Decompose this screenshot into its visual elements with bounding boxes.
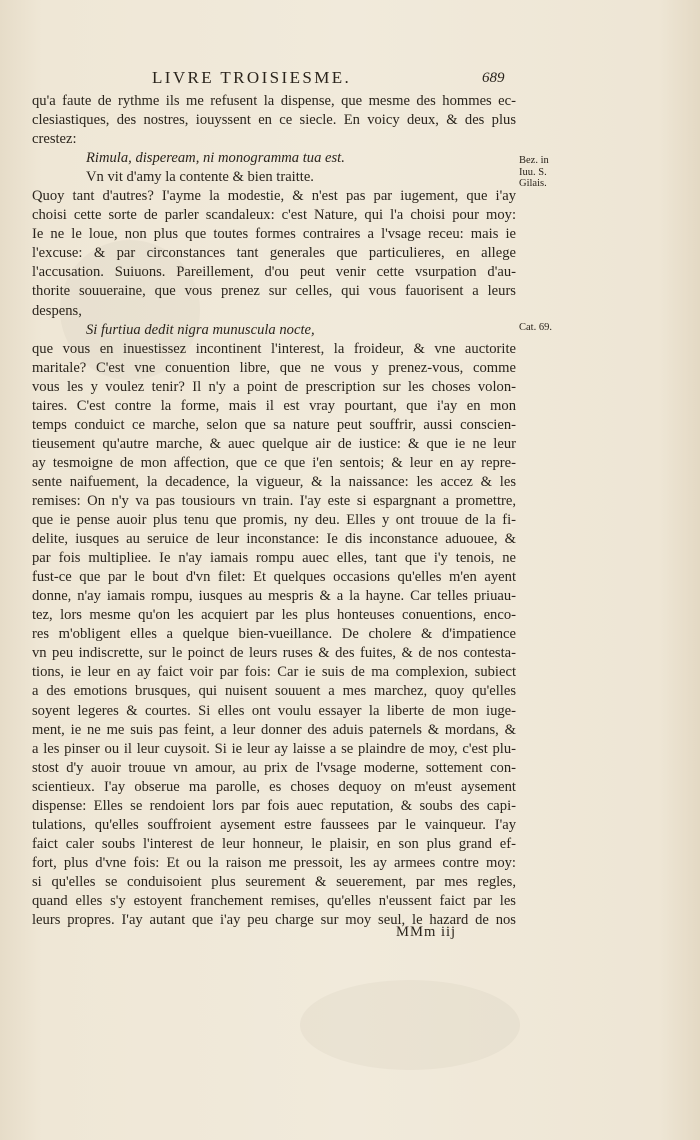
text-line: choisi cette sorte de parler scandaleux: c'est Nature, qui l'a choisi pour moy: [32, 207, 516, 224]
text-line: taires. C'est contre la forme, mais il est vray pourtant, que i'ay en mon [32, 397, 516, 414]
text-line: vous les y voulez tenir? Il n'y a point de prescription sur les choses volon- [32, 378, 516, 395]
text-line: leurs propres. I'ay autant que i'ay peu charge sur moy seul, le hazard de nos [32, 912, 516, 929]
text-line: que ie pense auoir plus tenu que promis, ny deu. Elles y ont trouue de la fi- [32, 512, 516, 529]
text-line: maritale? C'est vne conuention libre, que ne vous y prenez-vous, comme [32, 359, 516, 376]
margin-note-citation: Cat. 69. [519, 322, 552, 333]
text-line: quand elles s'y estoyent franchement remises, qu'elles n'eussent faict par les [32, 892, 516, 909]
margin-note-citation: Bez. in Iuu. S. Gilais. [519, 155, 549, 189]
verse-quotation: Rimula, dispeream, ni monogramma tua est. [86, 150, 345, 167]
page-number: 689 [482, 70, 505, 86]
text-line: remises: On n'y va pas tousiours vn train. I'ay este si espargnant a promettre, [32, 492, 516, 509]
text-line: sente naifuement, la decadence, la vigueur, & la naissance: les accez & les [32, 473, 516, 490]
text-line: ay tesmoigne de mon affection, que ce que i'en sentois; & leur en ay repre- [32, 454, 516, 471]
text-line: a des emotions brusques, qui nuisent souuent a mes marchez, quoy qu'elles [32, 683, 516, 700]
text-line: donne, n'ay iamais rompu, iusques au mespris & a la hayne. Car telles priuau- [32, 588, 516, 605]
text-line: par fois multipliee. Ie n'ay iamais rompu auec elles, tant que i'y tenois, ne [32, 550, 516, 567]
page-header [0, 68, 700, 92]
text-line: qu'a faute de rythme ils me refusent la dispense, que mesme des hommes ec- [32, 93, 516, 109]
text-line: faict caler soubs l'interest de leur honneur, le plaisir, en son plus grand ef- [32, 835, 516, 852]
text-line: thorite souueraine, que vous prenez sur celles, qui vous fauorisent a leurs [32, 283, 516, 300]
text-line: scientieux. I'ay obserue ma parolle, es choses dequoy on m'eust aysement [32, 778, 516, 795]
body-text [32, 92, 516, 930]
running-title: LIVRE TROISIESME. [152, 68, 352, 87]
text-line: res m'obligent elles a quelque bien-vueillance. De cholere & d'impatience [32, 626, 516, 643]
verse-translation: Vn vit d'amy la contente & bien traitte. [86, 169, 314, 186]
text-line: tez, lors mesme qu'on les acquiert par les plus honteuses conuentions, enco- [32, 607, 516, 624]
text-line: que vous en inuestissez incontinent l'interest, la froideur, & vne auctorite [32, 340, 516, 357]
text-line: temps conduict ce marche, selon que sa nature peut souffrir, aussi conscien- [32, 416, 516, 433]
text-line: delite, iusques au seruice de leur inconstance: Ie dis inconstance aduouee, & [32, 531, 516, 548]
text-line: Ie ne le loue, non plus que toutes formes contraires a l'vsage receu: mais ie [32, 226, 516, 243]
text-line: fort, plus d'vne fois: Et ou la raison me pressoit, les ay armees contre moy: [32, 854, 516, 871]
text-line: dispense: Elles se rendoient lors par fois auec reputation, & soubs des capi- [32, 797, 516, 814]
text-line: si qu'elles se conduisoient plus seurement & seuerement, par mes regles, [32, 873, 516, 890]
text-line: stost d'y auoir trouue vn amour, au prix de l'vsage moderne, sottement con- [32, 759, 516, 776]
text-line: fust-ce que par le bout d'vn filet: Et quelques occasions qu'elles m'en ayent [32, 569, 516, 586]
text-line: l'excuse: & par circonstances tant generales que particulieres, en allege [32, 245, 516, 262]
paper-stain [300, 980, 520, 1070]
text-line: l'accusation. Suiuons. Pareillement, d'ou peut venir cette vsurpation d'au- [32, 264, 516, 281]
text-line: crestez: [32, 131, 77, 148]
text-line: Quoy tant d'autres? I'ayme la modestie, & n'est pas par iugement, que i'ay [32, 188, 516, 205]
text-line: ment, ie ne me suis pas feint, a leur donner des aduis paternels & mordans, & [32, 721, 516, 738]
text-line: soyent legeres & courtes. Si elles ont voulu essayer la liberte de mon iuge- [32, 702, 516, 719]
text-line: clesiastiques, des nostres, iouyssent en ce siecle. En voicy deux, & des plus [32, 112, 516, 129]
text-line: tulations, qu'elles souffroient aysement estre faussees par le vainqueur. I'ay [32, 816, 516, 833]
text-line: tions, ie leur en ay faict voir par fois: Car ie suis de ma complexion, subiect [32, 664, 516, 681]
text-line: tieusement qu'autre marche, & auec quelque air de iustice: & que ie ne leur [32, 435, 516, 452]
signature-mark: MMm iij [396, 924, 457, 940]
text-line: vn peu indiscrette, sur le poinct de leurs ruses & des fuites, & de nos contesta- [32, 645, 516, 662]
text-line: despens, [32, 302, 82, 319]
text-line: a les pinser ou il leur cuysoit. Si ie leur ay laisse a se plaindre de moy, c'est plu- [32, 740, 516, 757]
verse-quotation: Si furtiua dedit nigra munuscula nocte, [86, 321, 315, 338]
